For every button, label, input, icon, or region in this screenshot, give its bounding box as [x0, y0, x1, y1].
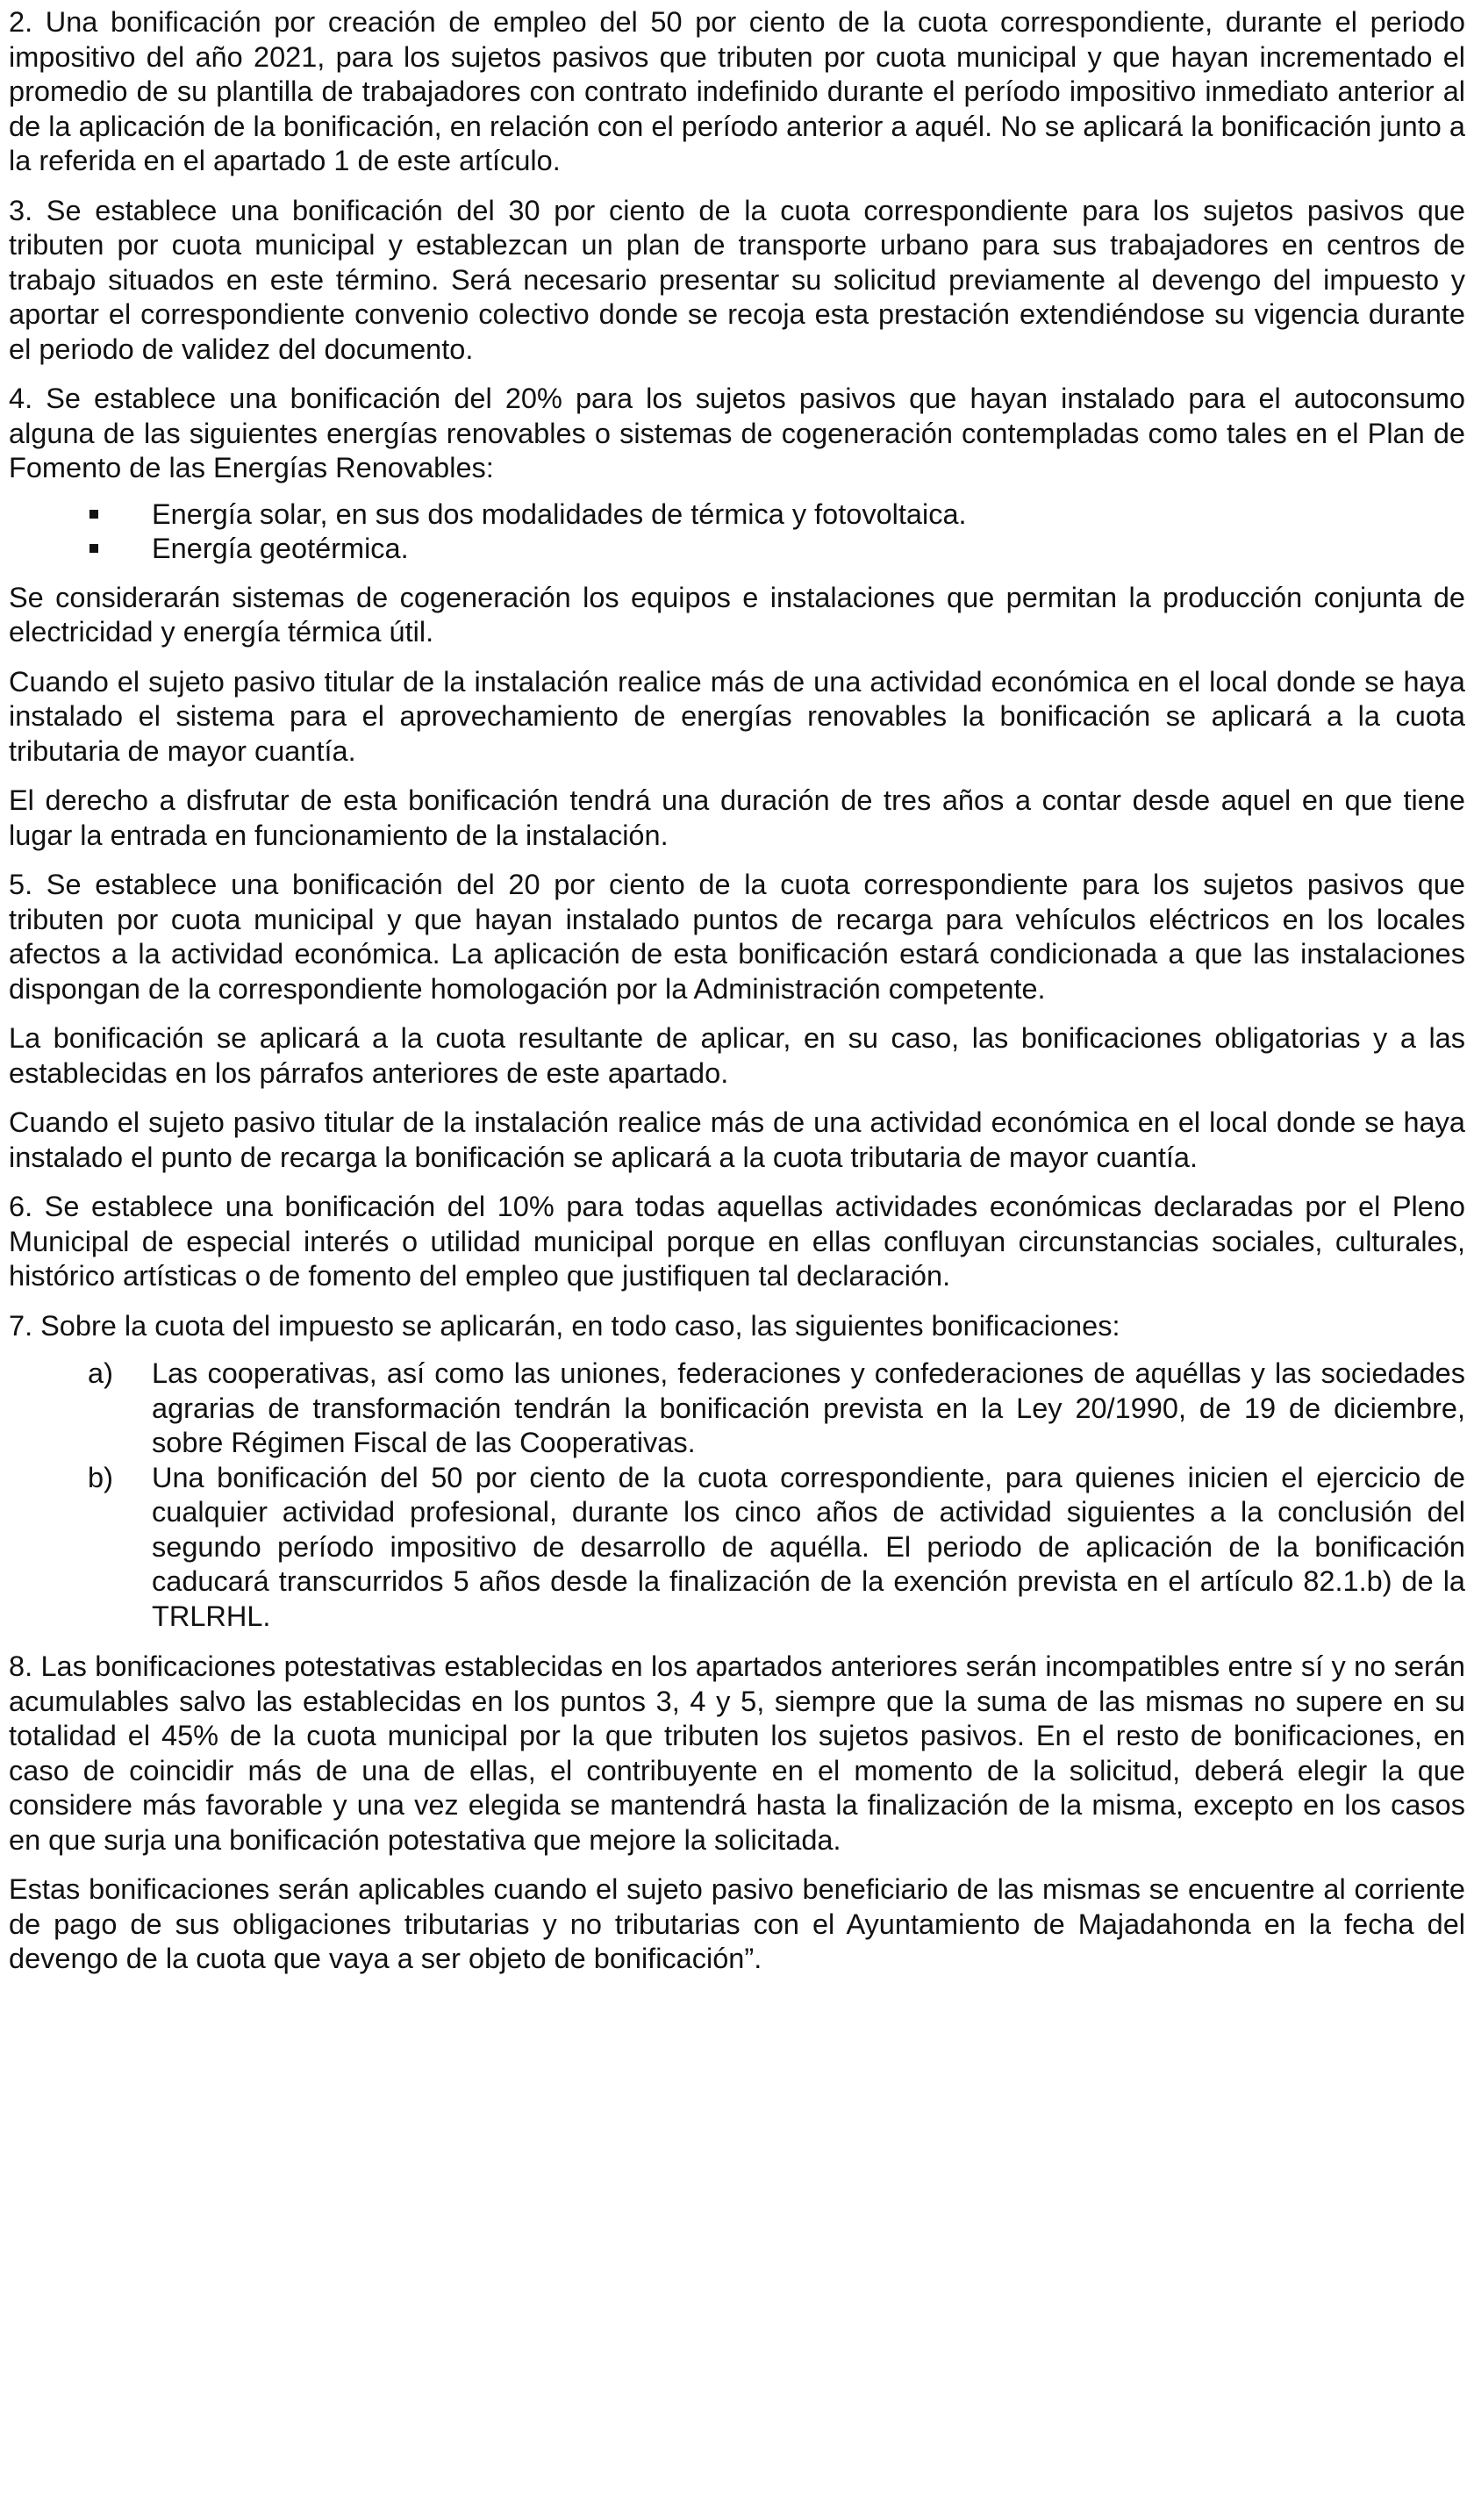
paragraph-duracion: El derecho a disfrutar de esta bonificación tendrá una duración de tres años a contar desde aquel en que tiene lugar la entrada en funcionamiento de la instalación. — [9, 784, 1465, 851]
paragraph-apartado-3: 3. Se establece una bonificación del 30 por ciento de la cuota correspondiente para los sujetos pasivos que tributen por cuota municipal y establezcan un plan de transporte urbano para sus trabajadores en centros de trabajo situados en este término. Será necesario presentar su solicitud previamente al devengo del impuesto y aportar el correspondiente convenio colectivo donde se recoja esta prestación extendiéndose su vigencia durante el periodo de validez del documento. — [9, 194, 1465, 365]
list-item-marker: a) — [88, 1357, 113, 1389]
list-item — [9, 532, 1465, 567]
lettered-bonus-list — [9, 1357, 1465, 1634]
paragraph-cuota-resultante: La bonificación se aplicará a la cuota resultante de aplicar, en su caso, las bonificaciones obligatorias y a las establecidas en los párrafos anteriores de este apartado. — [9, 1022, 1465, 1089]
document-page — [9, 5, 1465, 1992]
paragraph-mayor-cuantia-energias: Cuando el sujeto pasivo titular de la instalación realice más de una actividad económica en el local donde se haya instalado el sistema para el aprovechamiento de energías renovables la bonificación se aplicará a la cuota tributaria de mayor cuantía. — [9, 665, 1465, 767]
paragraph-apartado-5: 5. Se establece una bonificación del 20 por ciento de la cuota correspondiente para los sujetos pasivos que tributen por cuota municipal y que hayan instalado puntos de recarga para vehículos eléctricos en los locales afectos a la actividad económica. La aplicación de esta bonificación estará condicionada a que las instalaciones dispongan de la correspondiente homologación por la Administración competente. — [9, 869, 1465, 1005]
paragraph-mayor-cuantia-recarga: Cuando el sujeto pasivo titular de la instalación realice más de una actividad económica en el local donde se haya instalado el punto de recarga la bonificación se aplicará a la cuota tributaria de mayor cuantía. — [9, 1106, 1465, 1173]
list-item-text: Una bonificación del 50 por ciento de la cuota correspondiente, para quienes inicien el ejercicio de cualquier actividad profesional, durante los cinco años de actividad siguientes a la conclusión del segundo período impositivo de desarrollo de aquélla. El periodo de aplicación de la bonificación caducará transcurridos 5 años desde la finalización de la exención prevista en el artículo 82.1.b) de la TRLRHL. — [152, 1461, 1465, 1632]
paragraph-apartado-7: 7. Sobre la cuota del impuesto se aplicarán, en todo caso, las siguientes bonificaciones: — [9, 1309, 1120, 1342]
renewable-energy-list — [9, 498, 1465, 567]
list-item-marker: b) — [88, 1461, 113, 1493]
square-bullet-icon — [89, 544, 98, 553]
list-item-text: Las cooperativas, así como las uniones, federaciones y confederaciones de aquéllas y las sociedades agrarias de transformación tendrán la bonificación prevista en la Ley 20/1990, de 19 de diciembre, sobre Régimen Fiscal de las Cooperativas. — [152, 1357, 1465, 1458]
paragraph-apartado-6: 6. Se establece una bonificación del 10% para todas aquellas actividades económicas declaradas por el Pleno Municipal de especial interés o utilidad municipal porque en ellas confluyan circunstancias sociales, culturales, histórico artísticas o de fomento del empleo que justifiquen tal declaración. — [9, 1191, 1465, 1292]
paragraph-aplicabilidad: Estas bonificaciones serán aplicables cuando el sujeto pasivo beneficiario de las mismas se encuentre al corriente de pago de sus obligaciones tributarias y no tributarias con el Ayuntamiento de Majadahonda en la fecha del devengo de la cuota que vaya a ser objeto de bonificación”. — [9, 1873, 1465, 1974]
list-item — [9, 1357, 1465, 1461]
list-item — [9, 498, 1465, 533]
list-item — [9, 1461, 1465, 1635]
list-item-text: Energía solar, en sus dos modalidades de térmica y fotovoltaica. — [152, 498, 967, 530]
square-bullet-icon — [89, 510, 98, 519]
paragraph-cogeneracion: Se considerarán sistemas de cogeneración los equipos e instalaciones que permitan la producción conjunta de electricidad y energía térmica útil. — [9, 581, 1465, 648]
list-item-text: Energía geotérmica. — [152, 533, 409, 564]
paragraph-apartado-2: 2. Una bonificación por creación de empleo del 50 por ciento de la cuota correspondiente, durante el periodo impositivo del año 2021, para los sujetos pasivos que tributen por cuota municipal y que hayan incrementado el promedio de su plantilla de trabajadores con contrato indefinido durante el período impositivo inmediato anterior al de la aplicación de la bonificación, en relación con el período anterior a aquél. No se aplicará la bonificación junto a la referida en el apartado 1 de este artículo. — [9, 6, 1465, 176]
paragraph-apartado-4: 4. Se establece una bonificación del 20% para los sujetos pasivos que hayan instalado para el autoconsumo alguna de las siguientes energías renovables o sistemas de cogeneración contempladas como tales en el Plan de Fomento de las Energías Renovables: — [9, 383, 1465, 483]
paragraph-apartado-8: 8. Las bonificaciones potestativas establecidas en los apartados anteriores serán incompatibles entre sí y no serán acumulables salvo las establecidas en los puntos 3, 4 y 5, siempre que la suma de las mismas no supere en su totalidad el 45% de la cuota municipal por la que tributen los sujetos pasivos. En el resto de bonificaciones, en caso de coincidir más de una de ellas, el contribuyente en el momento de la solicitud, deberá elegir la que considere más favorable y una vez elegida se mantendrá hasta la finalización de la misma, excepto en los casos en que surja una bonificación potestativa que mejore la solicitada. — [9, 1650, 1465, 1856]
